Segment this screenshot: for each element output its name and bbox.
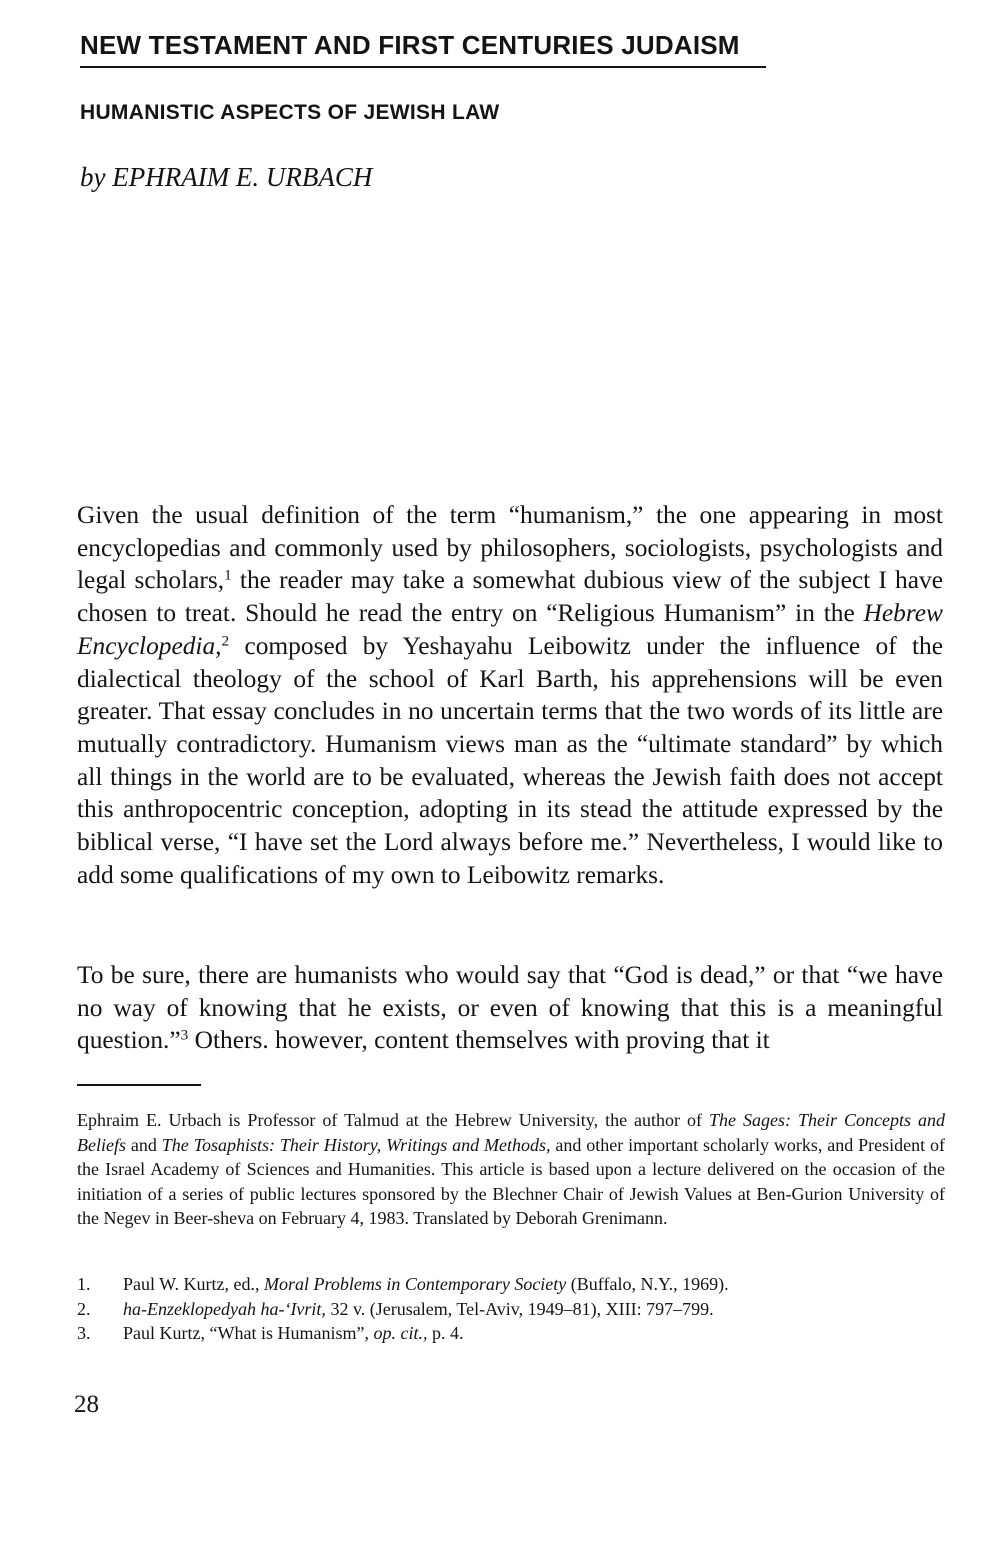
italic-title: The Sages: Their Concepts and Beliefs: [77, 1110, 945, 1155]
author-byline: by EPHRAIM E. URBACH: [80, 162, 373, 192]
journal-title: NEW TESTAMENT AND FIRST CENTURIES JUDAISM: [80, 30, 740, 60]
paragraph-text: Given the usual definition of the term “humanism,” the one appearing in most encyclopedias and commonly used by philosophers, sociologists, psychologists and legal scholars,: [77, 501, 943, 595]
footnote-separator: [77, 1084, 201, 1086]
page-number: 28: [74, 1391, 99, 1418]
footnote-text: [123, 1297, 714, 1322]
footnote-reference[interactable]: 1: [224, 567, 232, 585]
author-note-text: and: [125, 1134, 162, 1155]
italic-title: op. cit.,: [373, 1323, 428, 1344]
footnote-text: [123, 1321, 463, 1346]
footnote-text-part: Paul W. Kurtz, ed.,: [123, 1274, 264, 1294]
italic-title: Moral Problems in Contemporary Society: [264, 1274, 567, 1294]
footnote-item: [77, 1297, 945, 1322]
author-note-text: and other important scholarly works, and President of the Israel Academy of Sciences and Humanities. This article is based upon a lecture delivered on the occasion of the initiation of a series of public lectures sponsored by the Blechner Chair of Jewish Values at Ben-Gurion University of the Negev in Beer-sheva on February 4, 1983. Translated by Deborah Grenimann.: [77, 1134, 945, 1229]
footnote-text-part: (Buffalo, N.Y., 1969).: [566, 1274, 729, 1294]
article-title: HUMANISTIC ASPECTS OF JEWISH LAW: [80, 101, 500, 124]
footnote-text: [123, 1272, 729, 1297]
author-note: [77, 1108, 945, 1231]
body-paragraph: [77, 959, 943, 1057]
footnote-text-part: 32 v. (Jerusalem, Tel-Aviv, 1949–81), XIII: 797–799.: [325, 1298, 714, 1319]
footnote-number: 3.: [77, 1323, 91, 1344]
body-paragraph: [77, 499, 943, 891]
paragraph-text: composed by Yeshayahu Leibowitz under the influence of the dialectical theology of the school of Karl Barth, his apprehensions will be even greater. That essay concludes in no uncertain terms that the two words of its little are mutually contradictory. Humanism views man as the “ultimate standard” by which all things in the world are to be evaluated, whereas the Jewish faith does not accept this anthropocentric conception, adopting in its stead the attitude expressed by the biblical verse, “I have set the Lord always before me.” Nevertheless, I would like to add some qualifications of my own to Leibowitz remarks.: [77, 631, 943, 889]
italic-title: ha-Enzeklopedyah ha-‘Ivrit,: [123, 1298, 326, 1319]
italic-title: Hebrew Encyclopedia,: [77, 599, 943, 660]
journal-title-underline: [80, 66, 766, 68]
footnote-number: 1.: [77, 1274, 91, 1294]
footnote-reference[interactable]: 3: [180, 1027, 189, 1045]
author-note-text: Ephraim E. Urbach is Professor of Talmud at the Hebrew University, the author of: [77, 1110, 710, 1130]
footnote-text-part: Paul Kurtz, “What is Humanism”,: [123, 1323, 374, 1344]
footnote-item: [77, 1321, 945, 1346]
footnote-text-part: p. 4.: [427, 1323, 464, 1344]
footnote-number: 2.: [77, 1298, 91, 1319]
italic-title: The Tosaphists: Their History, Writings and Methods,: [161, 1134, 551, 1155]
footnote-list: [77, 1272, 945, 1346]
paragraph-text: the reader may take a somewhat dubious view of the subject I have chosen to treat. Should he read the entry on “Religious Humanism” in the: [77, 566, 943, 628]
paragraph-text: Others. however, content themselves with proving that it: [188, 1026, 770, 1055]
footnote-reference[interactable]: 2: [221, 632, 230, 650]
footnote-item: [77, 1272, 945, 1297]
paragraph-text: To be sure, there are humanists who would say that “God is dead,” or that “we have no way of knowing that he exists, or even of knowing that this is a meaningful question.”: [77, 961, 943, 1055]
